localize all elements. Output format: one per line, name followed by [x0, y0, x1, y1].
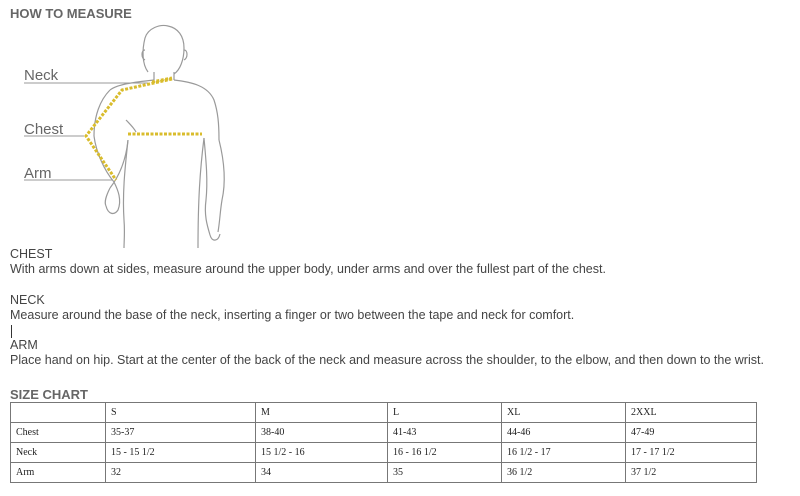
- table-cell: Neck: [11, 443, 106, 463]
- neck-text: Measure around the base of the neck, inserting a finger or two between the tape and neck for comfort.: [10, 308, 575, 322]
- table-header-cell: M: [256, 403, 388, 423]
- table-header-cell: S: [106, 403, 256, 423]
- chest-heading: CHEST: [10, 247, 53, 261]
- neck-heading: NECK: [10, 293, 45, 307]
- table-cell: 15 1/2 - 16: [256, 443, 388, 463]
- neck-section: [10, 293, 574, 323]
- table-header-cell: [11, 403, 106, 423]
- table-cell: 15 - 15 1/2: [106, 443, 256, 463]
- table-cell: 16 - 16 1/2: [388, 443, 502, 463]
- size-chart-title: SIZE CHART: [10, 387, 88, 402]
- table-header-row: [11, 403, 757, 423]
- table-cell: 47-49: [626, 423, 757, 443]
- table-cell: Arm: [11, 463, 106, 483]
- table-cell: 41-43: [388, 423, 502, 443]
- arm-heading: ARM: [10, 338, 38, 352]
- table-cell: 35-37: [106, 423, 256, 443]
- body-outline: [94, 26, 224, 249]
- chest-text: With arms down at sides, measure around the upper body, under arms and over the fullest part of the chest.: [10, 262, 606, 276]
- table-header-cell: XL: [502, 403, 626, 423]
- how-to-measure-title: HOW TO MEASURE: [10, 6, 132, 21]
- figure-label-chest: Chest: [24, 121, 64, 138]
- figure-label-arm: Arm: [24, 165, 52, 182]
- table-row: [11, 463, 757, 483]
- table-cell: 34: [256, 463, 388, 483]
- table-row: [11, 423, 757, 443]
- figure-label-neck: Neck: [24, 67, 59, 84]
- table-cell: 37 1/2: [626, 463, 757, 483]
- chest-section: [10, 247, 606, 277]
- table-header-cell: 2XXL: [626, 403, 757, 423]
- arm-text: Place hand on hip. Start at the center of the back of the neck and measure across the shoulder, to the elbow, and then down to the wrist.: [10, 353, 764, 367]
- table-cell: 38-40: [256, 423, 388, 443]
- table-row: [11, 443, 757, 463]
- size-chart-table: [10, 402, 757, 483]
- table-cell: Chest: [11, 423, 106, 443]
- table-cell: 44-46: [502, 423, 626, 443]
- table-cell: 16 1/2 - 17: [502, 443, 626, 463]
- table-cell: 36 1/2: [502, 463, 626, 483]
- text-cursor: [11, 325, 12, 338]
- table-cell: 17 - 17 1/2: [626, 443, 757, 463]
- measurement-figure: [14, 20, 254, 250]
- arm-section: [10, 338, 764, 368]
- table-cell: 35: [388, 463, 502, 483]
- table-cell: 32: [106, 463, 256, 483]
- table-header-cell: L: [388, 403, 502, 423]
